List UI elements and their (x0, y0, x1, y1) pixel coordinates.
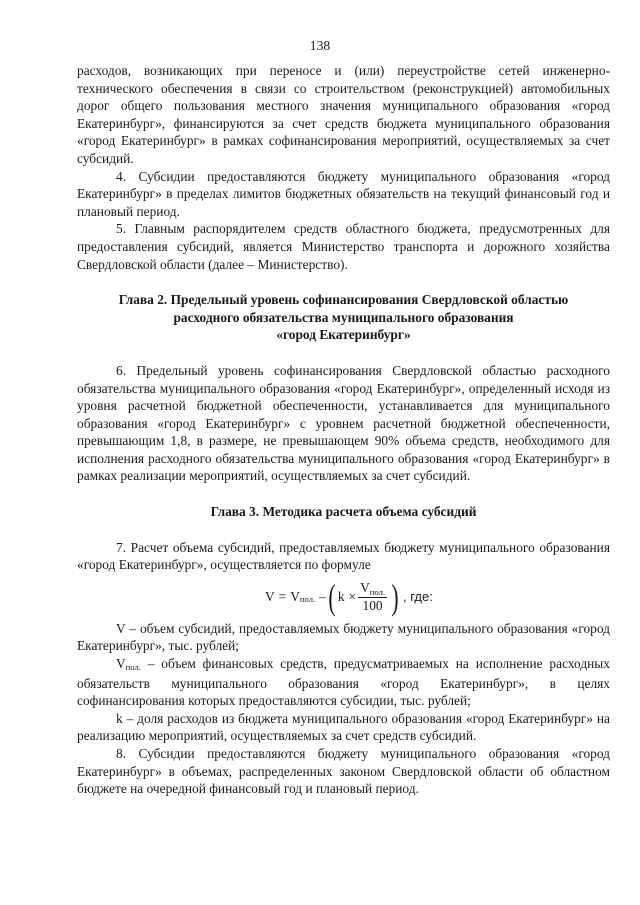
formula-left-paren: ( (328, 576, 336, 617)
formula-minus: – (319, 589, 326, 605)
formula-lhs: V (265, 589, 275, 605)
formula-v: V (290, 589, 300, 605)
definition-k: k – доля расходов из бюджета муниципального образования «город Екатеринбург» на реализацию мероприятий, осуществляемых за счет средств субсидий. (77, 710, 610, 744)
paragraph-continuation: расходов, возникающих при переносе и (или) переустройстве сетей инженерно-технического обеспечения в связи со строительством (реконструкцией) автомобильных дорог общего пользования местного значения муниципального образования «город Екатеринбург», финансируются за счет средств бюджета муниципального образования «город Екатеринбург» в рамках софинансирования мероприятий, осуществляемых за счет субсидий. (77, 63, 610, 166)
chapter-2-line-2: расходного обязательства муниципального образования (173, 309, 514, 325)
definition-v: V – объем субсидий, предоставляемых бюджету муниципального образования «город Екатеринбург», тыс. рублей; (77, 620, 610, 654)
subsidy-formula (265, 576, 610, 618)
definition-vpol: Vпол. – объем финансовых средств, предусматриваемых на исполнение расходных обязательств муниципального образования «город Екатеринбург», в целях софинансирования которых предоставляются субсидии, тыс. рублей; (77, 656, 610, 709)
paragraph-4: 4. Субсидии предоставляются бюджету муниципального образования «город Екатеринбург» в пределах лимитов бюджетных обязательств на текущий финансовый год и плановый период. (77, 168, 610, 219)
fraction-numerator: $V_{пол.}$ (360, 579, 386, 597)
paragraph-5: 5. Главным распорядителем средств областного бюджета, предусмотренных для предоставления субсидий, является Министерство транспорта и дорожного хозяйства Свердловской области (далее – Министерство). (77, 221, 610, 272)
chapter-2-line-3: «город Екатеринбург» (276, 327, 411, 343)
paragraph-6: 6. Предельный уровень софинансирования Свердловской областью расходного обязательства муниципального образования «город Екатеринбург», определенный исходя из уровня расчетной бюджетной обеспеченности, устанавливается для муниципального образования «город Екатеринбург» с уровнем расчетной бюджетной обеспеченности, превышающим 1,8, в размере, не превышающем 90% объема средств, необходимого для исполнения расходного обязательства муниципального образования «город Екатеринбург» в рамках реализации мероприятий, осуществляемых за счет субсидий. (77, 362, 610, 484)
formula-v-subscript: пол. (299, 594, 316, 605)
paragraph-8: 8. Субсидии предоставляются бюджету муниципального образования «город Екатеринбург» в объемах, распределенных законом Свердловской области об областном бюджете на очередной финансовый год и плановый период. (77, 746, 610, 797)
page-number: 138 (309, 38, 331, 53)
formula-equals: = (278, 589, 287, 605)
formula-right-paren: ) (391, 576, 399, 617)
formula-times: × (348, 589, 357, 605)
formula-suffix: , где: (403, 589, 433, 605)
formula-k: k (337, 589, 345, 605)
formula-fraction (358, 580, 387, 614)
chapter-3-heading: Глава 3. Методика расчета объема субсидий (210, 504, 477, 520)
paragraph-7: 7. Расчет объема субсидий, предоставляемых бюджету муниципального образования «город Екатеринбург», осуществляется по формуле (77, 539, 610, 573)
document-body (77, 62, 610, 798)
chapter-2-line-1: Глава 2. Предельный уровень софинансирования Свердловской областью (118, 292, 569, 308)
chapter-2-heading (77, 291, 610, 344)
fraction-denominator: 100 (362, 597, 383, 613)
